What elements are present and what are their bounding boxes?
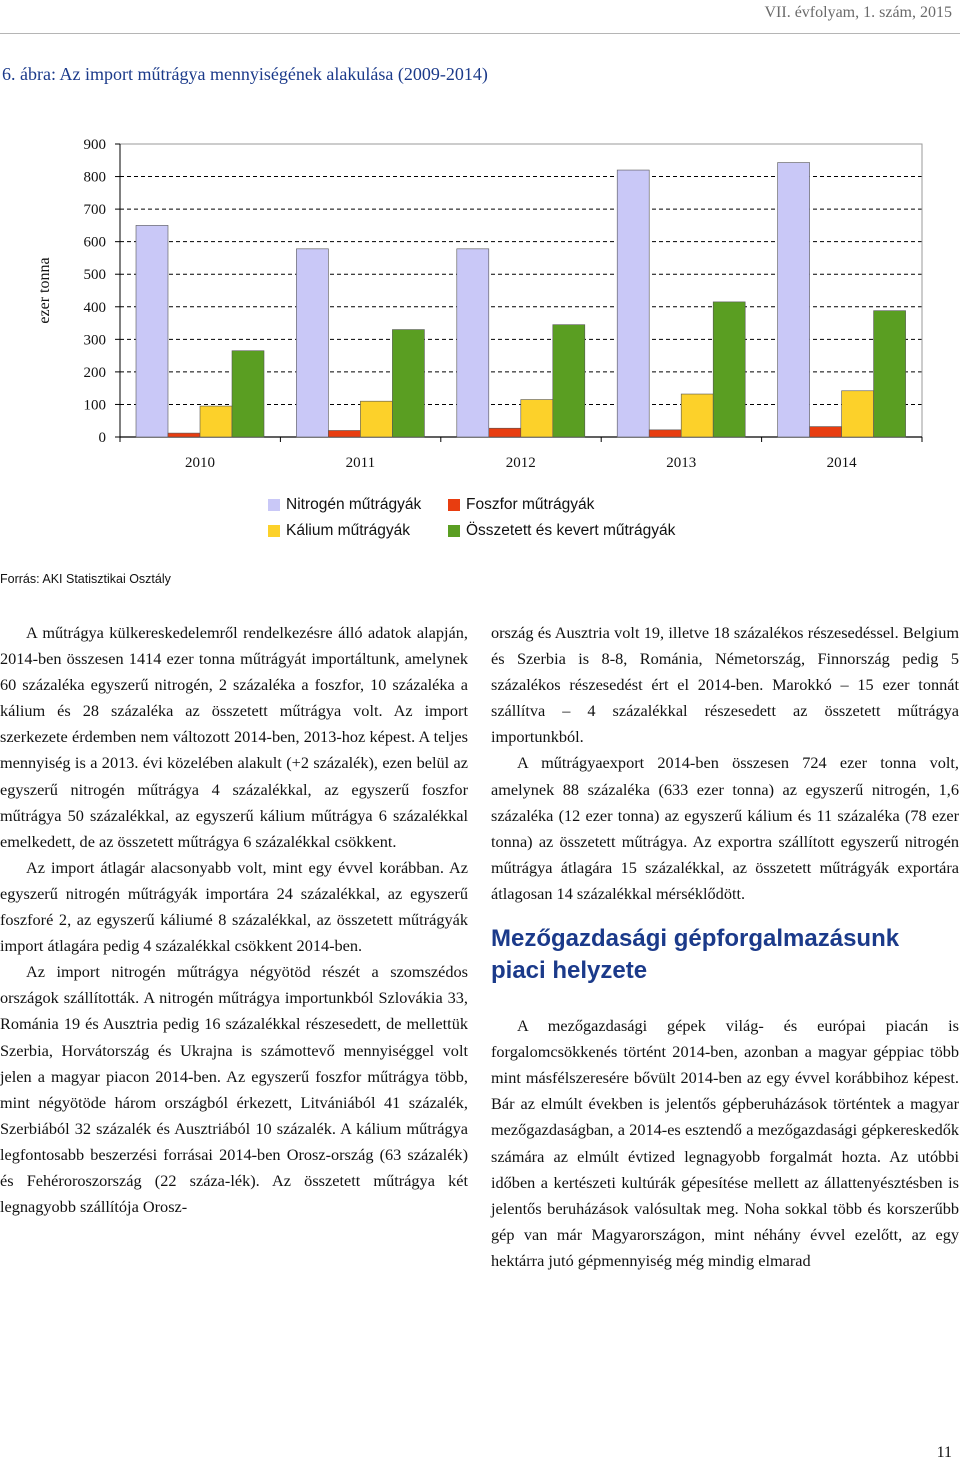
paragraph: A műtrágyaexport 2014-ben összesen 724 ezer tonna volt, amelynek 88 százaléka (633 ezer tonna) az egyszerű nitrogén, 1,6 százaléka (12 ezer tonna) az egyszerű kálium és 11 százaléka (78 ezer tonna) az összetett műtrágya. Az exportra szállított egyszerű nitrogén műtrágya átlagára 15 százalékkal, az összetett műtrágyák exportára átlagosan 14 százalékkal mérséklődött. [491,753,959,903]
x-tick-label: 2010 [185,455,215,471]
x-tick-label: 2011 [345,455,376,471]
legend-item-compound [448,522,675,540]
bar-nitrogen-2011 [296,249,328,437]
legend-label-compound: Összetett és kevert műtrágyák [466,522,676,539]
y-tick-label: 200 [83,364,106,381]
chart-bars [136,163,906,437]
x-tick-label: 2014 [826,455,857,471]
journal-issue-header: VII. évfolyam, 1. szám, 2015 [764,4,952,21]
bar-compound-2013 [713,302,745,437]
x-tick-label: 2013 [666,455,697,471]
y-tick-label: 700 [83,202,106,219]
bar-compound-2010 [232,351,264,437]
paragraph: A műtrágya külkereskedelemről rendelkezésre álló adatok alapján, 2014-ben összesen 1414 ezer tonna műtrágyát importáltunk, amelynek 60 százaléka egyszerű nitrogén, 2 százaléka a foszfor, 10 százaléka a kálium és 28 százaléka az összetett műtrágya volt. Az import szerkezete érdemben nem változott 2014-ben, 2013-hoz képest. A teljes mennyiség is a 2013. évi közelében alakult (+2 százalék), ezen belül az egyszerű nitrogén műtrágya 4 százalékkal, az egyszerű foszfor műtrágya 50 százalékkal, az egyszerű kálium műtrágya 6 százalékkal emelkedett, de az összetett műtrágya 6 százalékkal csökkent. [0,623,468,851]
paragraph: Az import nitrogén műtrágya négyötöd részét a szomszédos országok szállították. A nitrogén műtrágya importunkból Szlovákia 33, Románia 19 és Ausztria pedig 16 százalékkal részesedett, de mellettük Szerbia, Horvátország és Ukrajna is számottevő mennyiséggel volt jelen a magyar piacon 2014-ben. Az egyszerű foszfor műtrágya több, mint négyötöde három országból érkezett, Litvániából 41 százalék, Szerbiából 32 százalék és Ausztriából 10 százalék. A kálium műtrágya legfontosabb beszerzési forrásai 2014-ben Orosz-ország (63 százalék) és Fehéroroszország (22 száza-lék). Az összetett műtrágya két legnagyobb szállítója Orosz- [0,962,468,1217]
y-tick-label: 600 [83,234,106,251]
y-tick-label: 300 [83,332,106,349]
legend-item-potassium [268,522,410,540]
y-tick-label: 500 [83,267,106,284]
paragraph: Az import átlagár alacsonyabb volt, mint egy évvel korábban. Az egyszerű nitrogén műtrágyák importára 24 százalékkal, az egyszerű foszforé 2, az egyszerű káliumé 8 százalékkal, az összetett műtrágyák import átlagára pedig 4 százalékkal csökkent 2014-ben. [0,857,468,956]
y-tick-label: 0 [98,430,106,446]
header-divider [0,33,960,34]
paragraph: ország és Ausztria volt 19, illetve 18 százalékos részesedéssel. Belgium és Szerbia is 8-8, Románia, Németország, Finnország pedig 5 százalékos részesedést ért el 2014-ben. Marokkó – 15 ezer tonnát szállítva – 4 százalékkal részesedett az összetett műtrágya importunkból. [491,623,959,747]
legend-swatch-potassium [268,525,280,537]
legend-item-nitrogen [268,496,421,514]
bar-potassium-2011 [360,401,392,437]
y-tick-label: 800 [83,169,106,186]
left-text-column [0,620,468,1220]
y-tick-label: 100 [83,397,106,414]
bar-nitrogen-2012 [457,249,489,437]
bar-potassium-2013 [681,394,713,437]
bar-phosphorus-2013 [649,430,681,437]
legend-swatch-nitrogen [268,499,280,511]
bar-potassium-2010 [200,406,232,437]
y-tick-label: 900 [83,137,106,153]
bar-compound-2014 [874,311,906,437]
bar-compound-2011 [392,330,424,437]
import-bar-chart [0,130,960,475]
legend-item-phosphorus [448,496,594,514]
x-tick-label: 2012 [505,455,536,471]
bar-phosphorus-2014 [810,427,842,437]
bar-potassium-2014 [842,391,874,437]
page-number: 11 [936,1444,952,1461]
bar-compound-2012 [553,325,585,437]
bar-nitrogen-2014 [778,163,810,437]
bar-potassium-2012 [521,400,553,437]
section-heading: Mezőgazdasági gépforgalmazásunk piaci helyzete [491,925,900,985]
bar-phosphorus-2012 [489,428,521,437]
figure-title: 6. ábra: Az import műtrágya mennyiségének alakulása (2009-2014) [2,64,488,84]
right-text-column [491,620,959,1274]
bar-nitrogen-2013 [617,170,649,437]
legend-swatch-compound [448,525,460,537]
paragraph: A mezőgazdasági gépek világ- és európai piacán is forgalomcsökkenés történt 2014-ben, azonban a magyar géppiac több mint másfélszeresére bővült 2014-ben az egy évvel korábbihoz képest. Bár az elmúlt években is jelentős gépberuházások történtek a magyar mezőgazdaságban, a 2014-es esztendő a mezőgazdasági gépkereskedők számára az elmúlt évtized legnagyobb forgalmát hozta. Az utóbbi időben a kertészeti kultúrák gépesítése mellett az állattenyésztésben is jelentős beruházások valósultak meg. Noha sokkal több és korszerűbb gép van már Magyarországon, mint néhány évvel ezelőtt, az egy hektárra jutó gépmennyiség még mindig elmarad [491,1016,959,1270]
bar-nitrogen-2010 [136,225,168,437]
figure-source: Forrás: AKI Statisztikai Osztály [0,572,171,586]
legend-swatch-phosphorus [448,499,460,511]
legend-label-potassium: Kálium műtrágyák [286,522,411,539]
legend-label-phosphorus: Foszfor műtrágyák [466,496,595,513]
y-axis-title: ezer tonna [36,257,53,324]
bar-phosphorus-2011 [328,430,360,437]
bar-phosphorus-2010 [168,433,200,437]
y-tick-label: 400 [83,299,106,316]
legend-label-nitrogen: Nitrogén műtrágyák [286,496,422,513]
